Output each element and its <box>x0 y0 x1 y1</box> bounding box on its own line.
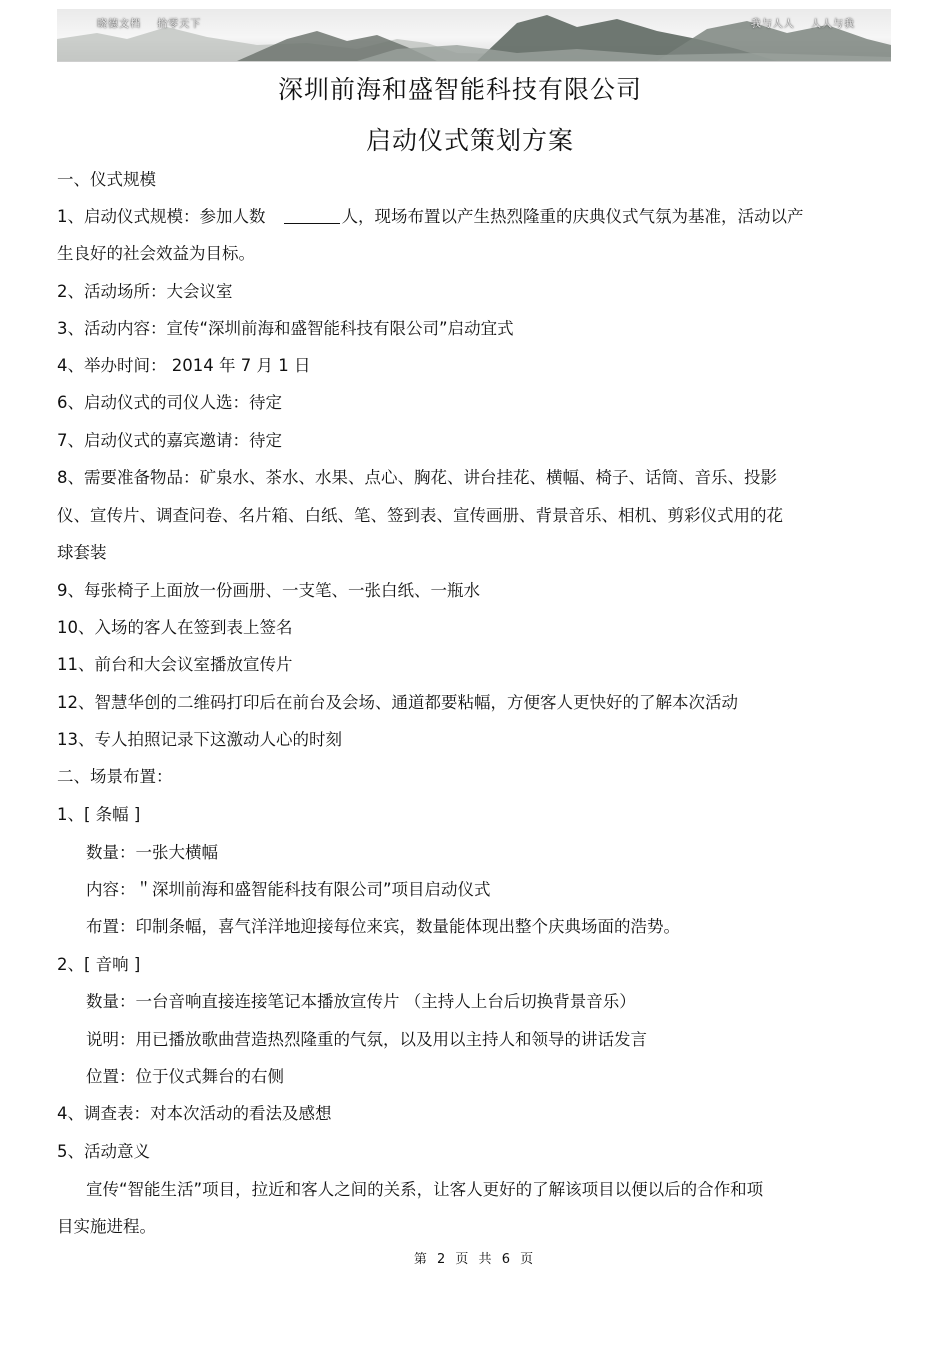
list-item-supplies: 8、需要准备物品：矿泉水、茶水、水果、点心、胸花、讲台挂花、横幅、椅子、话筒、音乐、投影 <box>57 468 777 487</box>
list-item-date: 4、举办时间： 2014 年 7 月 1 日 <box>57 356 311 375</box>
list-item-guests: 7、启动仪式的嘉宾邀请：待定 <box>57 431 282 450</box>
banner-layout: 布置：印制条幅，喜气洋洋地迎接每位来宾，数量能体现出整个庆典场面的浩势。 <box>86 917 680 936</box>
significance-text-continued: 目实施进程。 <box>57 1217 156 1236</box>
banner-left-slogan <box>97 15 213 30</box>
list-item-scale-part-a: 1、启动仪式规模：参加人数 <box>57 207 266 226</box>
audio-description: 说明：用已播放歌曲营造热烈隆重的气氛，以及用以主持人和领导的讲话发言 <box>86 1030 647 1049</box>
audio-quantity: 数量：一台音响直接连接笔记本播放宣传片 （主持人上台后切换背景音乐） <box>86 992 636 1011</box>
list-item-audio: 2、[ 音响 ] <box>57 955 141 974</box>
banner-left-text-2: 拾零天下 <box>157 19 202 30</box>
list-item-scale-part-b: 人，现场布置以产生热烈隆重的庆典仪式气氛为基准，活动以产 <box>341 207 804 226</box>
list-item-supplies-continued-1: 仪、宣传片、调查问卷、名片箱、白纸、笔、签到表、宣传画册、背景音乐、相机、剪彩仪式用的花 <box>57 506 783 525</box>
list-item-supplies-continued-2: 球套装 <box>57 543 107 562</box>
list-item-venue: 2、活动场所：大会议室 <box>57 282 233 301</box>
list-item-chairs: 9、每张椅子上面放一份画册、一支笔、一张白纸、一瓶水 <box>57 581 480 600</box>
banner-left-text-1: 晓德文档 <box>97 19 141 30</box>
banner-right-text-1: 我与人人 <box>750 19 795 30</box>
list-item-scale <box>57 206 804 228</box>
list-item-banner: 1、[ 条幅 ] <box>57 805 141 824</box>
banner-content: 内容：＂深圳前海和盛智能科技有限公司”项目启动仪式 <box>86 880 491 899</box>
list-item-content: 3、活动内容：宣传“深圳前海和盛智能科技有限公司”启动宜式 <box>57 319 514 338</box>
list-item-significance: 5、活动意义 <box>57 1142 150 1161</box>
document-title-plan: 启动仪式策划方案 <box>365 126 574 155</box>
list-item-photo: 13、专人拍照记录下这激动人心的时刻 <box>57 730 342 749</box>
banner-quantity: 数量：一张大横幅 <box>86 843 218 862</box>
header-banner <box>57 9 891 62</box>
list-item-scale-continued: 生良好的社会效益为目标。 <box>57 244 255 263</box>
list-item-survey: 4、调查表：对本次活动的看法及感想 <box>57 1104 332 1123</box>
audio-position: 位置：位于仪式舞台的右侧 <box>86 1067 284 1086</box>
document-title-company: 深圳前海和盛智能科技有限公司 <box>277 75 642 104</box>
section-heading-scale: 一、仪式规模 <box>57 170 156 189</box>
list-item-signin: 10、入场的客人在签到表上签名 <box>57 618 293 637</box>
banner-right-text-2: 人人与我 <box>811 19 855 30</box>
list-item-host: 6、启动仪式的司仪人选：待定 <box>57 393 282 412</box>
list-item-qrcode: 12、智慧华创的二维码打印后在前台及会场、通道都要粘幅，方便客人更快好的了解本次活动 <box>57 693 738 712</box>
section-heading-scene: 二、场景布置： <box>57 767 173 786</box>
list-item-video: 11、前台和大会议室播放宣传片 <box>57 655 293 674</box>
page-number: 第 2 页 共 6 页 <box>413 1252 537 1267</box>
significance-text: 宣传“智能生活”项目，拉近和客人之间的关系，让客人更好的了解该项目以便以后的合作和项 <box>86 1180 764 1199</box>
banner-right-slogan <box>751 15 855 30</box>
attendee-count-blank <box>284 207 340 224</box>
